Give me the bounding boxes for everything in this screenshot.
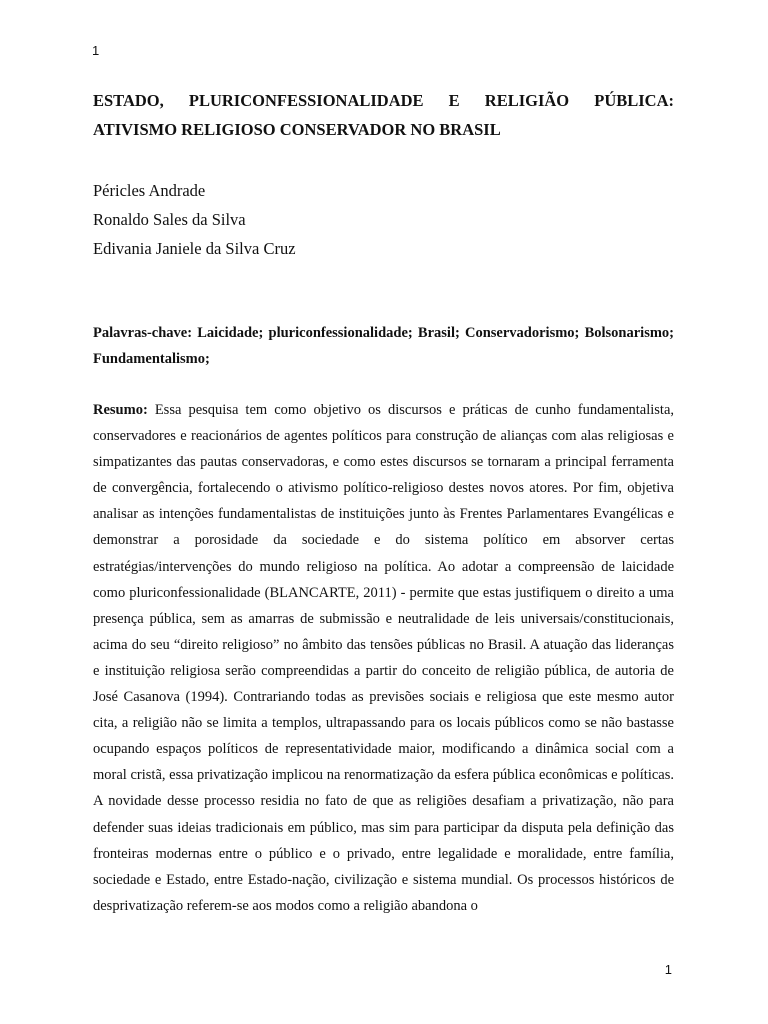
abstract [93, 397, 674, 919]
abstract-text: Essa pesquisa tem como objetivo os discursos e práticas de cunho fundamentalista, conservadores e reacionários de agentes políticos para construção de alianças com alas religiosas e simpatizantes das pautas conservadoras, e como estes discursos se tornaram a principal ferramenta de convergência, fortalecendo o ativismo político-religioso destes novos atores. Por fim, objetiva analisar as intenções fundamentalistas de instituições junto às Frentes Parlamentares Evangélicas e demonstrar a porosidade da sociedade e do sistema político em absorver certas estratégias/intervenções do mundo religioso na política. Ao adotar a compreensão de laicidade como pluriconfessionalidade (BLANCARTE, 2011) - permite que estas justifiquem o direito a uma presença pública, sem as amarras de submissão e neutralidade de leis universais/constitucionais, acima do seu “direito religioso” no âmbito das tensões públicas no Brasil. A atuação das lideranças e instituição religiosa serão compreendidas a partir do conceito de religião pública, de autoria de José Casanova (1994). Contrariando todas as previsões sociais e religiosa que este mesmo autor cita, a religião não se limita a templos, ultrapassando para os locais públicos como se não bastasse ocupando espaços políticos de representatividade maior, modificando a dinâmica social com a moral cristã, essa privatização implicou na renormatização da esfera pública econômicas e políticas. A novidade desse processo residia no fato de que as religiões desafiam a privatização, não para defender suas ideias tradicionais em público, mas sim para participar da disputa pela definição das fronteiras modernas entre o público e o privado, entre legalidade e moralidade, entre família, sociedade e Estado, entre Estado-nação, civilização e sistema mundial. Os processos históricos de desprivatização referem-se aos modos como a religião abandona o [93, 402, 675, 914]
author-name: Péricles Andrade [93, 181, 206, 200]
keywords: Palavras-chave: Laicidade; pluriconfessionalidade; Brasil; Conservadorismo; Bolsonarismo; Fundamentalismo; [93, 325, 674, 367]
document-body [93, 86, 674, 933]
author-list [93, 176, 674, 263]
title-line-1: ESTADO, PLURICONFESSIONALIDADE E RELIGIÃO PÚBLICA: [93, 91, 674, 110]
title-line-2: ATIVISMO RELIGIOSO CONSERVADOR NO BRASIL [93, 120, 501, 139]
paper-title [93, 86, 674, 144]
author-name: Edivania Janiele da Silva Cruz [93, 239, 296, 258]
page-number-bottom: 1 [664, 962, 672, 977]
page-number-top: 1 [92, 43, 100, 58]
abstract-label: Resumo: [93, 402, 148, 418]
author-name: Ronaldo Sales da Silva [93, 210, 246, 229]
